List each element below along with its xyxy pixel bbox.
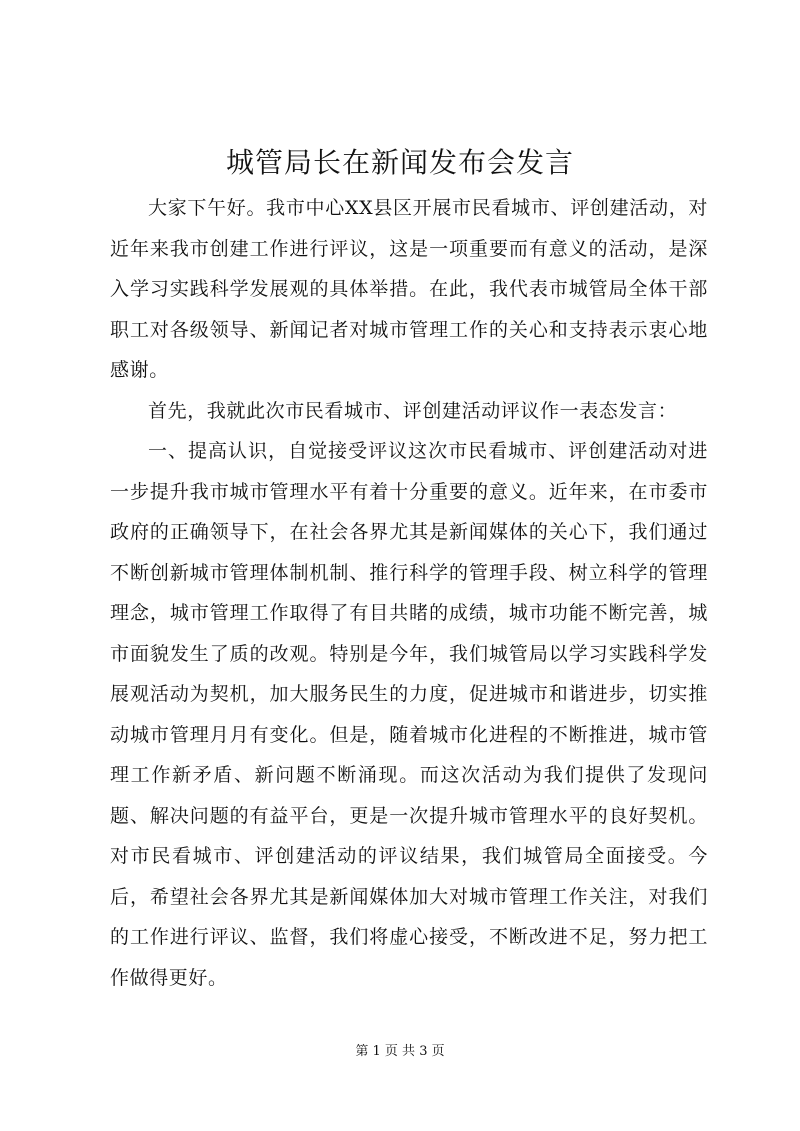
page-footer: 第 1 页 共 3 页	[355, 1044, 445, 1059]
paragraph-greeting: 大家下午好。我市中心XX县区开展市民看城市、评创建活动，对近年来我市创建工作进行评议，这是一项重要而有意义的活动，是深入学习实践科学发展观的具体举措。在此，我代表市城管局全体干部职工对各级领导、新闻记者对城市管理工作的关心和支持表示衷心地感谢。	[110, 197, 708, 381]
paragraph-section-one: 一、提高认识，自觉接受评议这次市民看城市、评创建活动对进一步提升我市城市管理水平有着十分重要的意义。近年来，在市委市政府的正确领导下，在社会各界尤其是新闻媒体的关心下，我们通过不断创新城市管理体制机制、推行科学的管理手段、树立科学的管理理念，城市管理工作取得了有目共睹的成绩，城市功能不断完善，城市面貌发生了质的改观。特别是今年，我们城管局以学习实践科学发展观活动为契机，加大服务民生的力度，促进城市和谐进步，切实推动城市管理月月有变化。但是，随着城市化进程的不断推进，城市管理工作新矛盾、新问题不断涌现。而这次活动为我们提供了发现问题、解决问题的有益平台，更是一次提升城市管理水平的良好契机。对市民看城市、评创建活动的评议结果，我们城管局全面接受。今后，希望社会各界尤其是新闻媒体加大对城市管理工作关注，对我们的工作进行评议、监督，我们将虚心接受，不断改进不足，努力把工作做得更好。	[110, 440, 708, 989]
document-body	[110, 188, 708, 998]
document-title: 城管局长在新闻发布会发言	[225, 146, 574, 179]
paragraph-intro: 首先，我就此次市民看城市、评创建活动评议作一表态发言：	[148, 399, 678, 422]
